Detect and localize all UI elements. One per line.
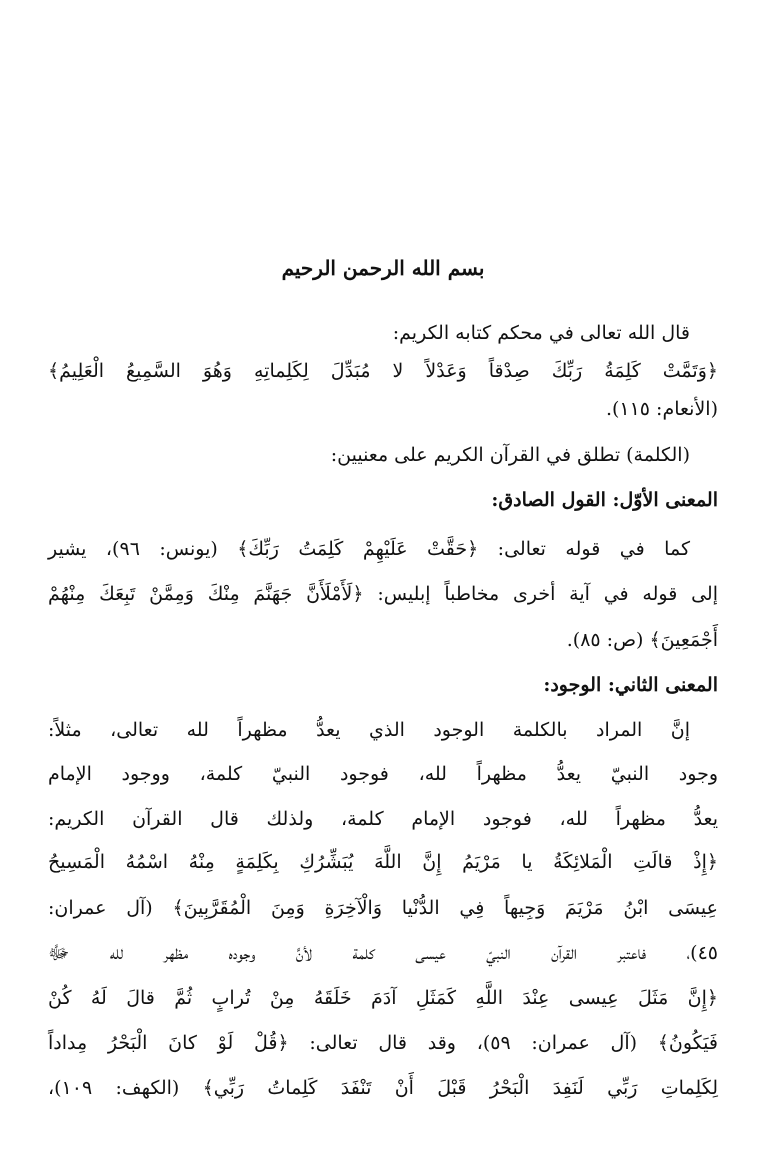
- section-heading-second-meaning: المعنى الثاني: الوجود:: [543, 674, 718, 696]
- basmala-heading: بسم الله الرحمن الرحيم: [281, 256, 485, 280]
- paragraph-line: أَجْمَعِينَ﴾ (ص: ٨٥).: [566, 629, 718, 651]
- paragraph-line: إلى قوله في آية أخرى مخاطباً إبليس: ﴿لَأَمْلَأَنَّ جَهَنَّمَ مِنْكَ وَمِمَّنْ تَبِعَكَ مِنْهُمْ: [48, 583, 718, 605]
- paragraph-line: إنَّ المراد بالكلمة الوجود الذي يعدُّ مظهراً لله تعالى، مثلاً:: [48, 719, 690, 741]
- section-heading-first-meaning: المعنى الأوّل: القول الصادق:: [491, 489, 718, 511]
- verse-reference-line: (الأنعام: ١١٥).: [605, 398, 718, 420]
- quran-verse-line: ﴿وَتَمَّتْ كَلِمَةُ رَبِّكَ صِدْقاً وَعَدْلاً لا مُبَدِّلَ لِكَلِماتِهِ وَهُوَ السَّمِيعُ الْعَلِيمُ﴾: [48, 360, 718, 382]
- intro-line: قال الله تعالى في محكم كتابه الكريم:: [392, 322, 690, 344]
- paragraph-line: يعدُّ مظهراً لله، فوجود الإمام كلمة، ولذلك قال القرآن الكريم:: [48, 808, 718, 830]
- quran-verse-line: ﴿إِنَّ مَثَلَ عِيسى عِنْدَ اللَّهِ كَمَثَلِ آدَمَ خَلَقَهُ مِنْ تُرابٍ ثُمَّ قالَ لَهُ كُنْ: [48, 987, 718, 1009]
- paragraph-line: كما في قوله تعالى: ﴿حَقَّتْ عَلَيْهِمْ كَلِمَتُ رَبِّكَ﴾ (يونس: ٩٦)، يشير: [48, 538, 690, 560]
- paragraph-line: ٤٥)، فاعتبر القرآن النبيّ عيسى كلمة لأنَّ وجوده مظهر لله ﷻ: [48, 942, 718, 964]
- quran-verse-line: عِيسَى ابْنُ مَرْيَمَ وَجِيهاً فِي الدُّنْيا وَالْآخِرَةِ وَمِنَ الْمُقَرَّبِينَ﴾ (آل عمران:: [48, 897, 718, 919]
- quran-verse-line: ﴿إِذْ قالَتِ الْمَلائِكَةُ يا مَرْيَمُ إِنَّ اللَّهَ يُبَشِّرُكِ بِكَلِمَةٍ مِنْهُ اسْمُهُ الْمَسِيحُ: [48, 851, 718, 873]
- paragraph-line: وجود النبيّ يعدُّ مظهراً لله، فوجود النبيّ كلمة، ووجود الإمام: [48, 763, 718, 785]
- paragraph-line: (الكلمة) تطلق في القرآن الكريم على معنيين:: [330, 444, 690, 466]
- book-page: [48, 0, 718, 1159]
- quran-verse-line: لِكَلِماتِ رَبِّي لَنَفِدَ الْبَحْرُ قَبْلَ أَنْ تَنْفَدَ كَلِماتُ رَبِّي﴾ (الكهف: ١٠٩)،: [48, 1077, 718, 1099]
- quran-verse-line: فَيَكُونُ﴾ (آل عمران: ٥٩)، وقد قال تعالى: ﴿قُلْ لَوْ كانَ الْبَحْرُ مِداداً: [48, 1032, 718, 1054]
